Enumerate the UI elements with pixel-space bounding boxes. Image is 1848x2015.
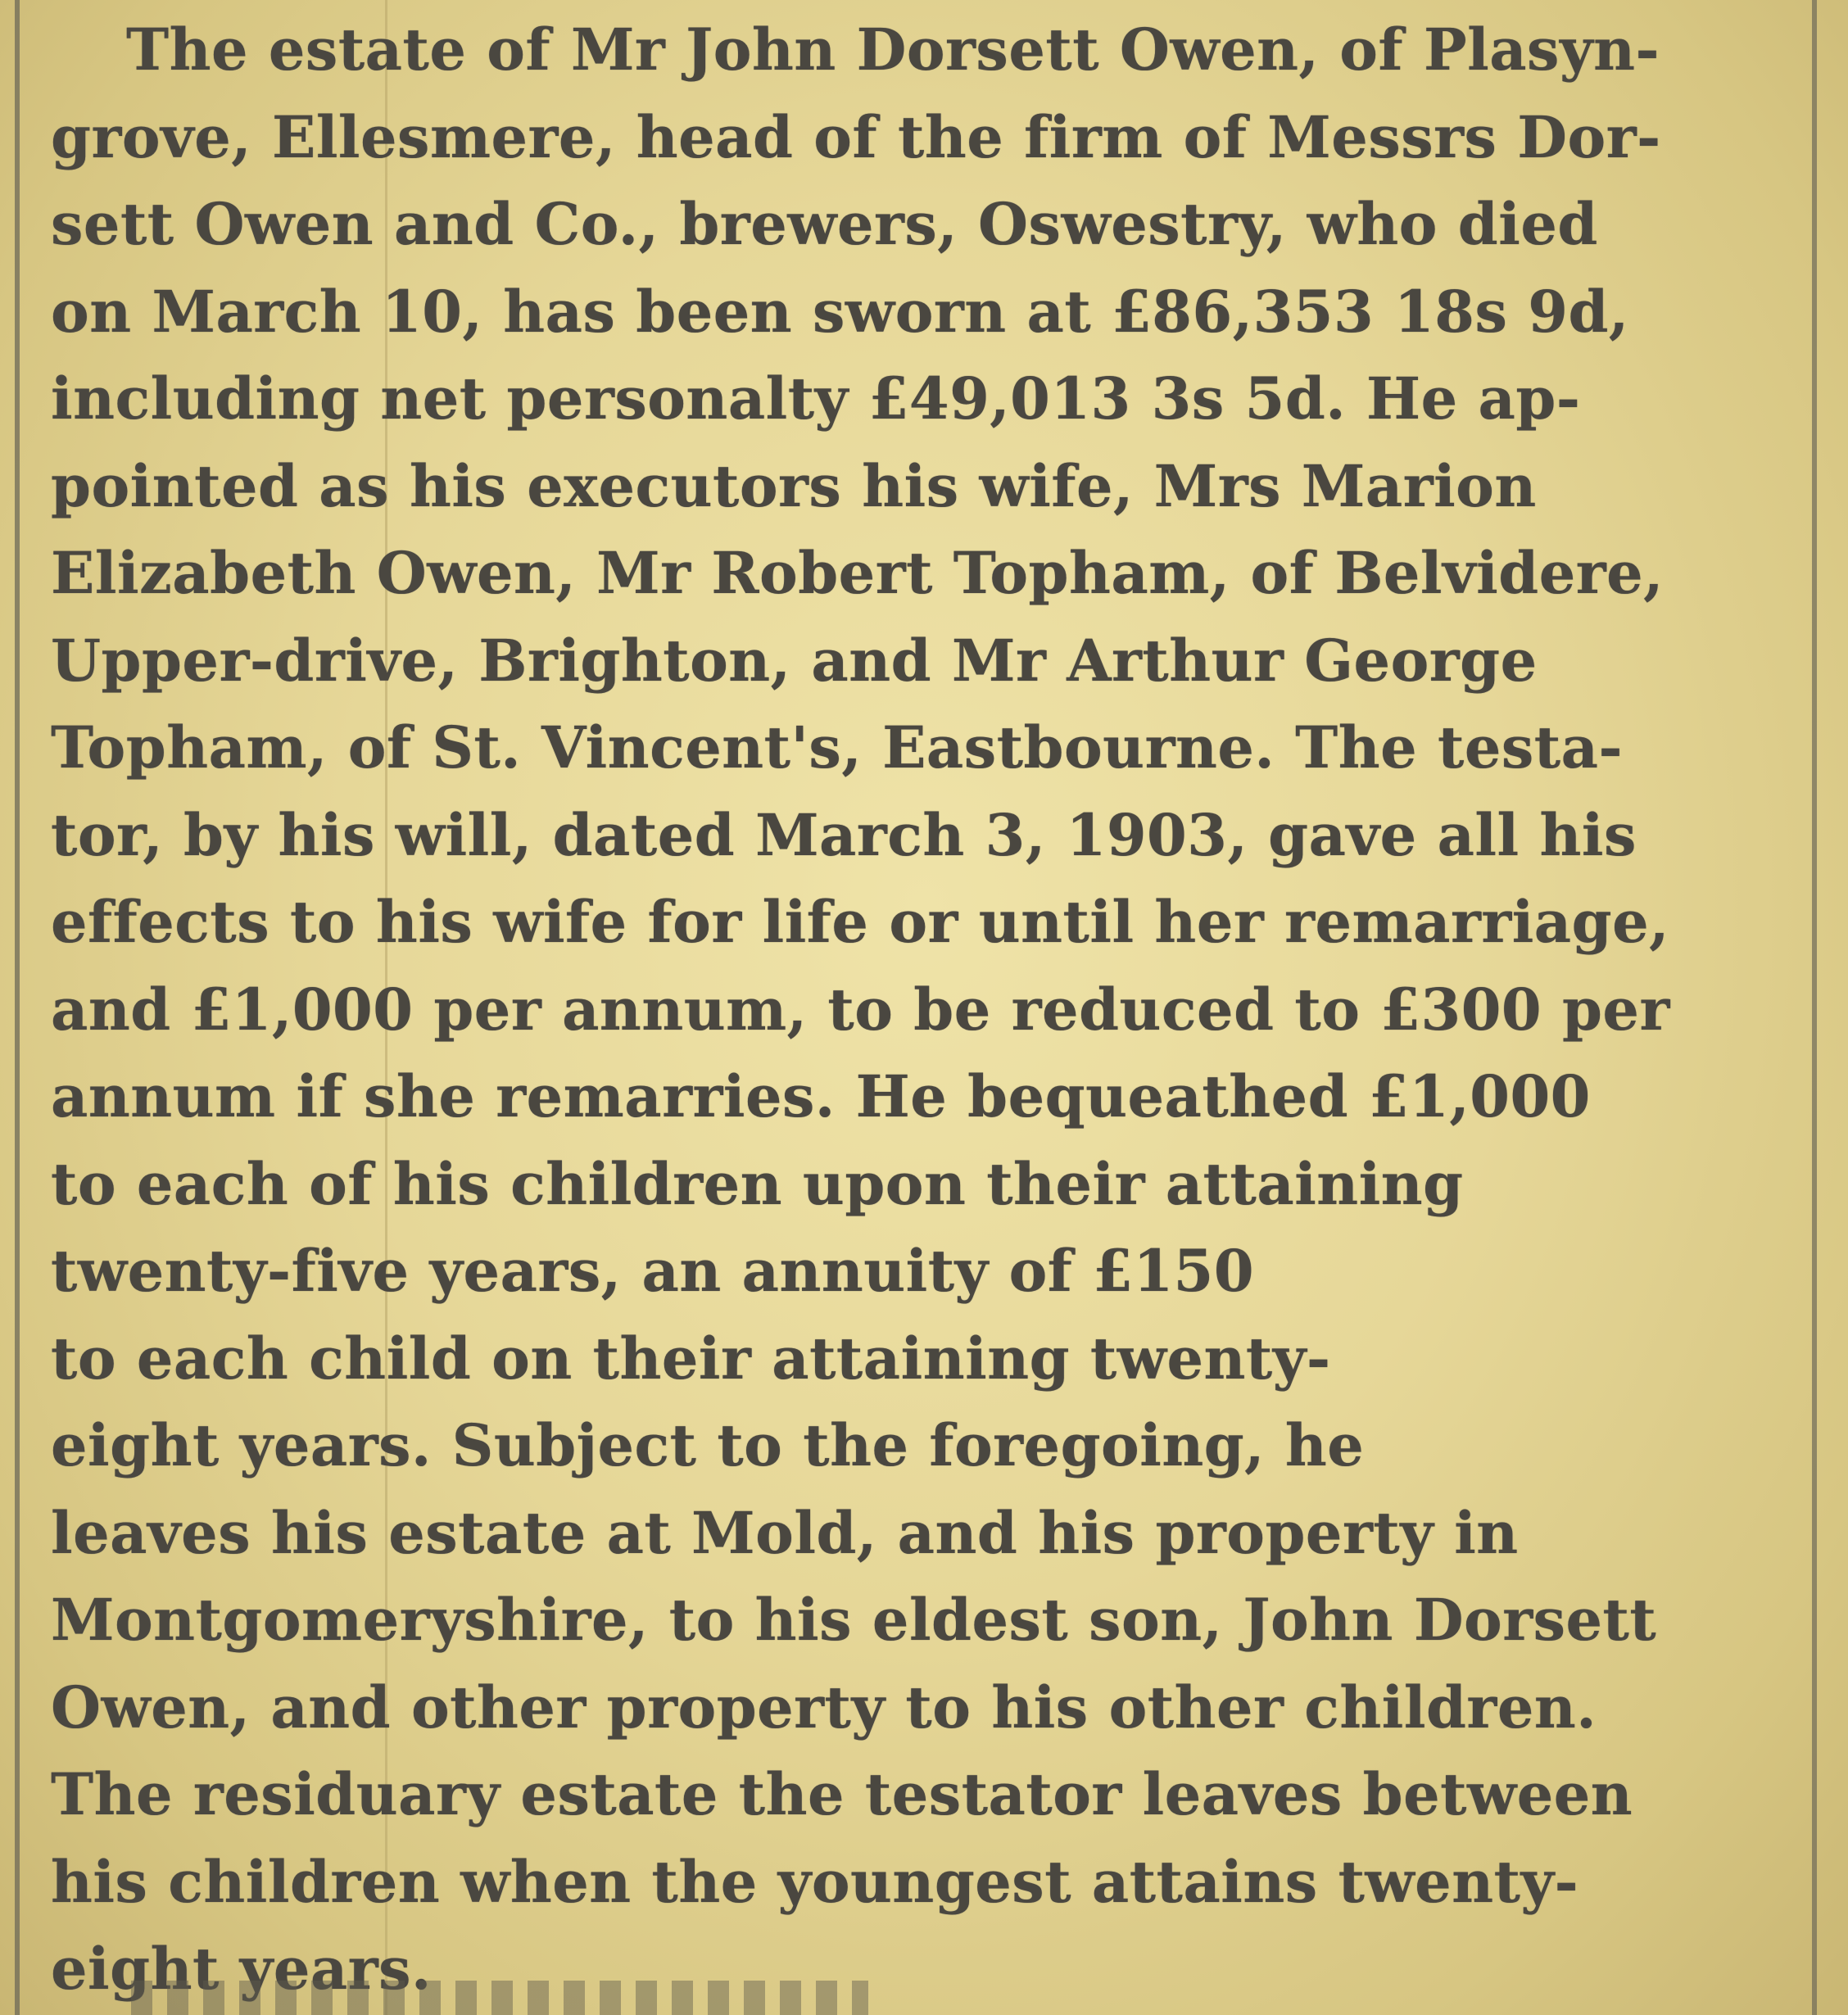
article-line: grove, Ellesmere, head of the firm of Messrs Dor- (51, 102, 1661, 171)
article-line: Topham, of St. Vincent's, Eastbourne. The testa- (51, 713, 1624, 781)
article-line: pointed as his executors his wife, Mrs Marion (51, 451, 1537, 520)
article-body (51, 7, 1796, 2013)
article-line: The residuary estate the testator leaves between (51, 1760, 1633, 1828)
article-line: Upper-drive, Brighton, and Mr Arthur George (51, 626, 1538, 695)
article-line: Montgomeryshire, to his eldest son, John Dorsett (51, 1586, 1657, 1654)
article-line: and £1,000 per annum, to be reduced to £300 per (51, 975, 1670, 1044)
article-line: eight years. (51, 1935, 432, 2003)
column-rule-right (1812, 0, 1817, 2015)
article-line: on March 10, has been sworn at £86,353 18s 9d, (51, 277, 1629, 346)
article-line: sett Owen and Co., brewers, Oswestry, who died (51, 190, 1598, 258)
article-line: tor, by his will, dated March 3, 1903, gave all his (51, 800, 1637, 869)
article-line: leaves his estate at Mold, and his property in (51, 1498, 1519, 1567)
article-line: twenty-five years, an annuity of £150 (51, 1237, 1255, 1305)
article-line: to each of his children upon their attaining (51, 1149, 1464, 1218)
article-line: to each child on their attaining twenty- (51, 1324, 1331, 1392)
article-line: Owen, and other property to his other children. (51, 1673, 1597, 1741)
article-line: annum if she remarries. He bequeathed £1,000 (51, 1062, 1591, 1130)
article-line: including net personalty £49,013 3s 5d. He ap- (51, 365, 1581, 432)
column-rule-left (15, 0, 20, 2015)
next-article-cutoff (131, 1981, 868, 2015)
article-line: effects to his wife for life or until her remarriage, (51, 888, 1670, 956)
article-line: The estate of Mr John Dorsett Owen, of Plasyn- (126, 16, 1660, 84)
article-line: Elizabeth Owen, Mr Robert Topham, of Belvidere, (51, 539, 1665, 607)
article-line: eight years. Subject to the foregoing, he (51, 1411, 1365, 1479)
article-line: his children when the youngest attains twenty- (51, 1847, 1579, 1916)
